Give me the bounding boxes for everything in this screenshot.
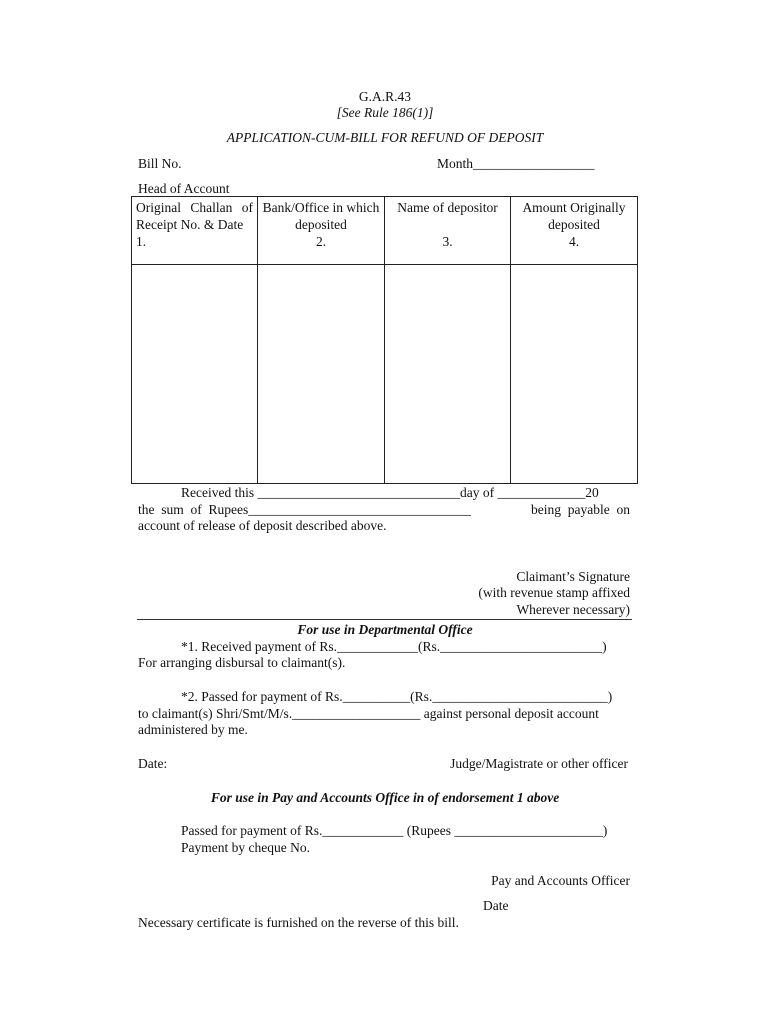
form-code: G.A.R.43 <box>358 89 412 104</box>
column-number: 3. <box>442 234 453 249</box>
column-label: Name of depositor <box>397 200 498 215</box>
item-2-continuation: to claimant(s) Shri/Smt/M/s.___________________ against personal deposit account <box>138 706 599 721</box>
challan-table <box>131 196 638 484</box>
item-2-continuation-2: administered by me. <box>138 722 248 737</box>
table-cell-amount[interactable] <box>511 265 638 484</box>
table-cell-bank-office[interactable] <box>258 265 385 484</box>
wherever-necessary-note: Wherever necessary) <box>516 602 630 617</box>
received-line: Received this ______________________________day of _____________20 <box>181 485 599 500</box>
column-header-bank-office <box>258 197 385 265</box>
footer-note: Necessary certificate is furnished on the reverse of this bill. <box>138 915 459 930</box>
column-label: Original Challan of Receipt No. & Date <box>136 200 253 232</box>
pao-heading: For use in Pay and Accounts Office in of endorsement 1 above <box>210 790 560 805</box>
sum-of-rupees-line: the sum of Rupees_________________________________ <box>138 502 471 517</box>
table-cell-challan[interactable] <box>132 265 258 484</box>
column-number: 1. <box>136 234 147 249</box>
head-of-account-label: Head of Account <box>138 181 230 196</box>
being-payable-text: being payable on <box>531 502 630 517</box>
table-cell-depositor[interactable] <box>385 265 511 484</box>
column-header-amount <box>511 197 638 265</box>
claimant-signature-label: Claimant’s Signature <box>516 569 630 584</box>
bill-no-label: Bill No. <box>138 156 182 171</box>
pao-passed-payment: Passed for payment of Rs.____________ (Rupees ______________________) <box>181 823 608 838</box>
pao-date-label: Date <box>483 898 509 913</box>
table-body-row <box>132 265 638 484</box>
departmental-heading: For use in Departmental Office <box>297 622 473 637</box>
column-header-depositor <box>385 197 511 265</box>
column-number: 4. <box>568 234 580 249</box>
month-field[interactable]: Month__________________ <box>437 156 595 171</box>
item-2-passed-payment: *2. Passed for payment of Rs.__________(Rs.__________________________) <box>181 689 613 704</box>
pay-accounts-officer-label: Pay and Accounts Officer <box>491 873 630 888</box>
section-divider <box>137 619 632 620</box>
release-text: account of release of deposit described above. <box>138 518 387 533</box>
date-label: Date: <box>138 756 168 771</box>
cheque-number-label: Payment by cheque No. <box>181 840 310 855</box>
item-1-received-payment: *1. Received payment of Rs.____________(Rs.________________________) <box>181 639 607 654</box>
column-header-challan <box>132 197 258 265</box>
item-1-continuation: For arranging disbursal to claimant(s). <box>138 655 346 670</box>
revenue-stamp-note: (with revenue stamp affixed <box>478 585 630 600</box>
rule-reference: [See Rule 186(1)] <box>336 105 434 120</box>
table-header-row <box>132 197 638 265</box>
column-label: Bank/Office in which deposited <box>262 200 380 232</box>
judge-officer-label: Judge/Magistrate or other officer <box>450 756 628 771</box>
form-title: APPLICATION-CUM-BILL FOR REFUND OF DEPOSIT <box>226 130 544 145</box>
column-number: 2. <box>315 234 327 249</box>
column-label: Amount Originally deposited <box>522 200 626 232</box>
